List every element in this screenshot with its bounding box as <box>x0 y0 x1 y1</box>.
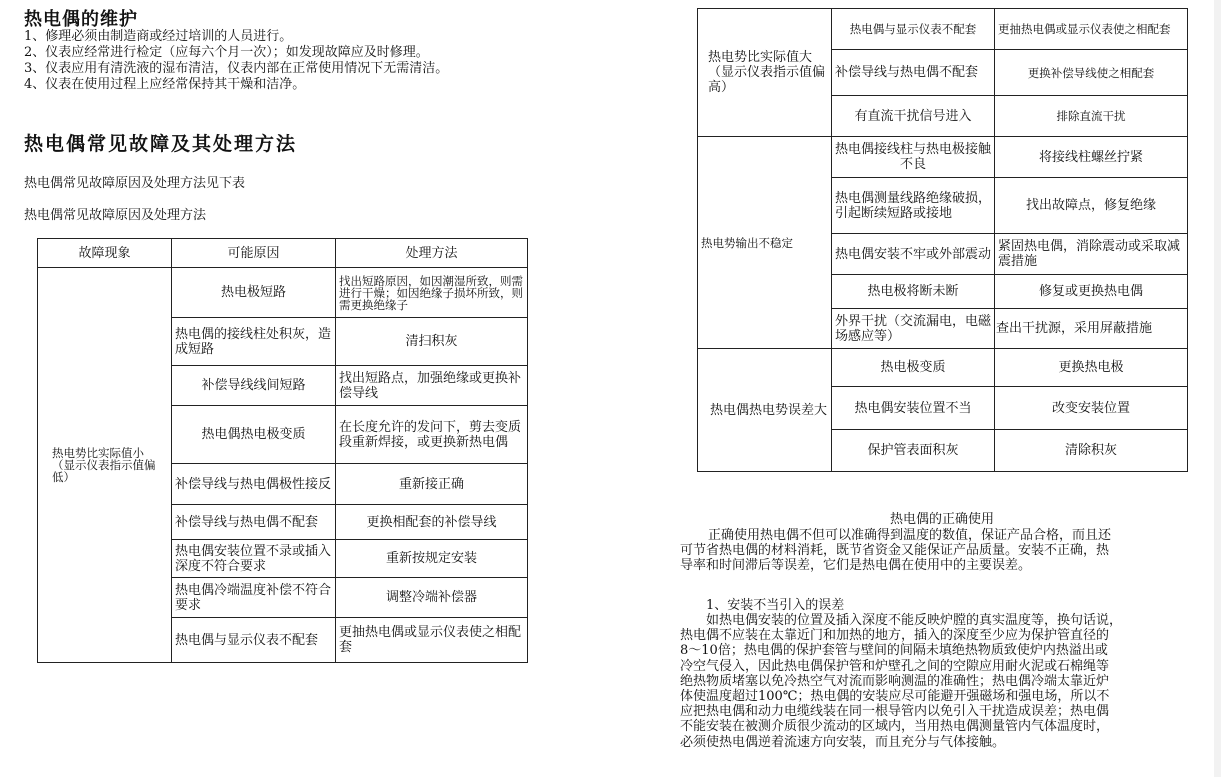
table-caption: 热电偶常见故障原因及处理方法 <box>24 208 207 223</box>
fault-table-right <box>697 8 1188 472</box>
fault-table-left <box>37 238 528 663</box>
symptom-cell: 热电势比实际值小（显示仪表指示值偏低） <box>38 268 172 663</box>
fix-cell: 更换热电极 <box>995 349 1188 387</box>
correct-use-title: 热电偶的正确使用 <box>890 512 995 527</box>
scrollbar-track[interactable] <box>1214 0 1221 777</box>
symptom-cell: 热电势比实际值大（显示仪表指示值偏高） <box>698 9 832 137</box>
cause-cell: 热电偶热电极变质 <box>172 406 336 464</box>
cause-cell: 热电偶安装不牢或外部震动 <box>832 234 995 275</box>
fix-cell: 更抽热电偶或显示仪表使之相配套 <box>995 9 1188 50</box>
paragraph-line: 如热电偶安装的位置及插入深度不能反映炉膛的真实温度等，换句话说， <box>706 613 1123 628</box>
maintenance-item: 1、修理必须由制造商或经过培训的人员进行。 <box>24 29 293 44</box>
cause-cell: 热电极将断未断 <box>832 275 995 309</box>
paragraph-line: 必须使热电偶逆着流速方向安装，而且充分与气体接触。 <box>680 734 1006 750</box>
correct-use-paragraph <box>680 528 1210 574</box>
cause-cell: 热电偶与显示仪表不配套 <box>832 9 995 50</box>
fix-cell: 找出短路原因，如因潮湿所致，则需进行干燥；如因绝缘子损坏所致，则需更换绝缘子 <box>336 268 528 318</box>
paragraph-line: 冷空气侵入，因此热电偶保护管和炉壁孔之间的空隙应用耐火泥或石棉绳等 <box>680 658 1110 674</box>
cause-cell: 热电偶与显示仪表不配套 <box>172 618 336 663</box>
fix-cell: 排除直流干扰 <box>995 96 1188 137</box>
cause-cell: 补偿导线与热电偶不配套 <box>172 505 336 540</box>
fix-cell: 修复或更换热电偶 <box>995 275 1188 309</box>
paragraph-line: 8～10倍；热电偶的保护套管与壁间的间隔未填绝热物质致使炉内热溢出或 <box>680 643 1108 659</box>
fix-cell: 调整冷端补偿器 <box>336 578 528 618</box>
cause-cell: 补偿导线与热电偶极性接反 <box>172 464 336 505</box>
cause-cell: 热电偶测量线路绝缘破损，引起断续短路或接地 <box>832 178 995 234</box>
maintenance-item: 3、仪表应用有清洗液的湿布清洁，仪表内部在正常使用情况下无需清洁。 <box>24 61 449 76</box>
fix-cell: 在长度允许的发问下，剪去变质段重新焊接，或更换新热电偶 <box>336 406 528 464</box>
paragraph-line: 导率和时间滞后等误差，它们是热电偶在使用中的主要误差。 <box>680 558 1032 574</box>
col-header-fix: 处理方法 <box>336 239 528 268</box>
fix-cell: 更换补偿导线使之相配套 <box>995 50 1188 96</box>
fix-cell: 查出干扰源，采用屏蔽措施 <box>995 309 1188 349</box>
paragraph-line: 不能安装在被测介质很少流动的区域内，当用热电偶测量管内气体温度时， <box>680 719 1110 735</box>
cause-cell: 有直流干扰信号进入 <box>832 96 995 137</box>
cause-cell: 补偿导线线间短路 <box>172 366 336 406</box>
paragraph-line: 可节省热电偶的材料消耗，既节省资金又能保证产品质量。安装不正确，热 <box>680 543 1110 559</box>
cause-cell: 热电极变质 <box>832 349 995 387</box>
paragraph-line: 应把热电偶和动力电缆线装在同一根导管内以免引入干扰造成误差；热电偶 <box>680 704 1110 720</box>
subsection-title: 1、安装不当引入的误差 <box>706 598 845 613</box>
fix-cell: 重新接正确 <box>336 464 528 505</box>
fix-cell: 重新按规定安装 <box>336 540 528 578</box>
cause-cell: 外界干扰（交流漏电，电磁场感应等） <box>832 309 995 349</box>
paragraph-line: 体使温度超过100℃；热电偶的安装应尽可能避开强磁场和强电场，所以不 <box>680 689 1110 705</box>
cause-cell: 热电极短路 <box>172 268 336 318</box>
faults-intro: 热电偶常见故障原因及处理方法见下表 <box>24 176 246 191</box>
paragraph-line: 正确使用热电偶不但可以准确得到温度的数值，保证产品合格，而且还 <box>708 528 1112 543</box>
cause-cell: 补偿导线与热电偶不配套 <box>832 50 995 96</box>
symptom-cell: 热电势输出不稳定 <box>698 137 832 349</box>
maintenance-item: 2、仪表应经常进行检定（应每六个月一次）；如发现故障应及时修理。 <box>24 45 429 60</box>
cause-cell: 热电偶接线柱与热电极接触不良 <box>832 137 995 178</box>
paragraph-line: 绝热物质堵塞以免冷热空气对流而影响测温的准确性；热电偶冷端太靠近炉 <box>680 673 1110 689</box>
symptom-cell: 热电偶热电势误差大 <box>698 349 832 472</box>
fix-cell: 清除积灰 <box>995 430 1188 472</box>
cause-cell: 热电偶安装位置不当 <box>832 387 995 430</box>
col-header-symptom: 故障现象 <box>38 239 172 268</box>
cause-cell: 热电偶的接线柱处积灰，造成短路 <box>172 318 336 366</box>
cause-cell: 保护管表面积灰 <box>832 430 995 472</box>
faults-title: 热电偶常见故障及其处理方法 <box>24 133 298 155</box>
fix-cell: 找出短路点，加强绝缘或更换补偿导线 <box>336 366 528 406</box>
maintenance-title: 热电偶的维护 <box>24 9 138 30</box>
install-error-paragraph <box>680 613 1210 750</box>
fix-cell: 将接线柱螺丝拧紧 <box>995 137 1188 178</box>
cause-cell: 热电偶冷端温度补偿不符合要求 <box>172 578 336 618</box>
fix-cell: 更抽热电偶或显示仪表使之相配套 <box>336 618 528 663</box>
col-header-cause: 可能原因 <box>172 239 336 268</box>
fix-cell: 找出故障点，修复绝缘 <box>995 178 1188 234</box>
fix-cell: 更换相配套的补偿导线 <box>336 505 528 540</box>
fix-cell: 改变安装位置 <box>995 387 1188 430</box>
fix-cell: 清扫积灰 <box>336 318 528 366</box>
fix-cell: 紧固热电偶，消除震动或采取减震措施 <box>995 234 1188 275</box>
paragraph-line: 热电偶不应装在太靠近门和加热的地方，插入的深度至少应为保护管直径的 <box>680 628 1110 644</box>
maintenance-item: 4、仪表在使用过程上应经常保持其干燥和洁净。 <box>24 77 306 92</box>
cause-cell: 热电偶安装位置不录或插入深度不符合要求 <box>172 540 336 578</box>
